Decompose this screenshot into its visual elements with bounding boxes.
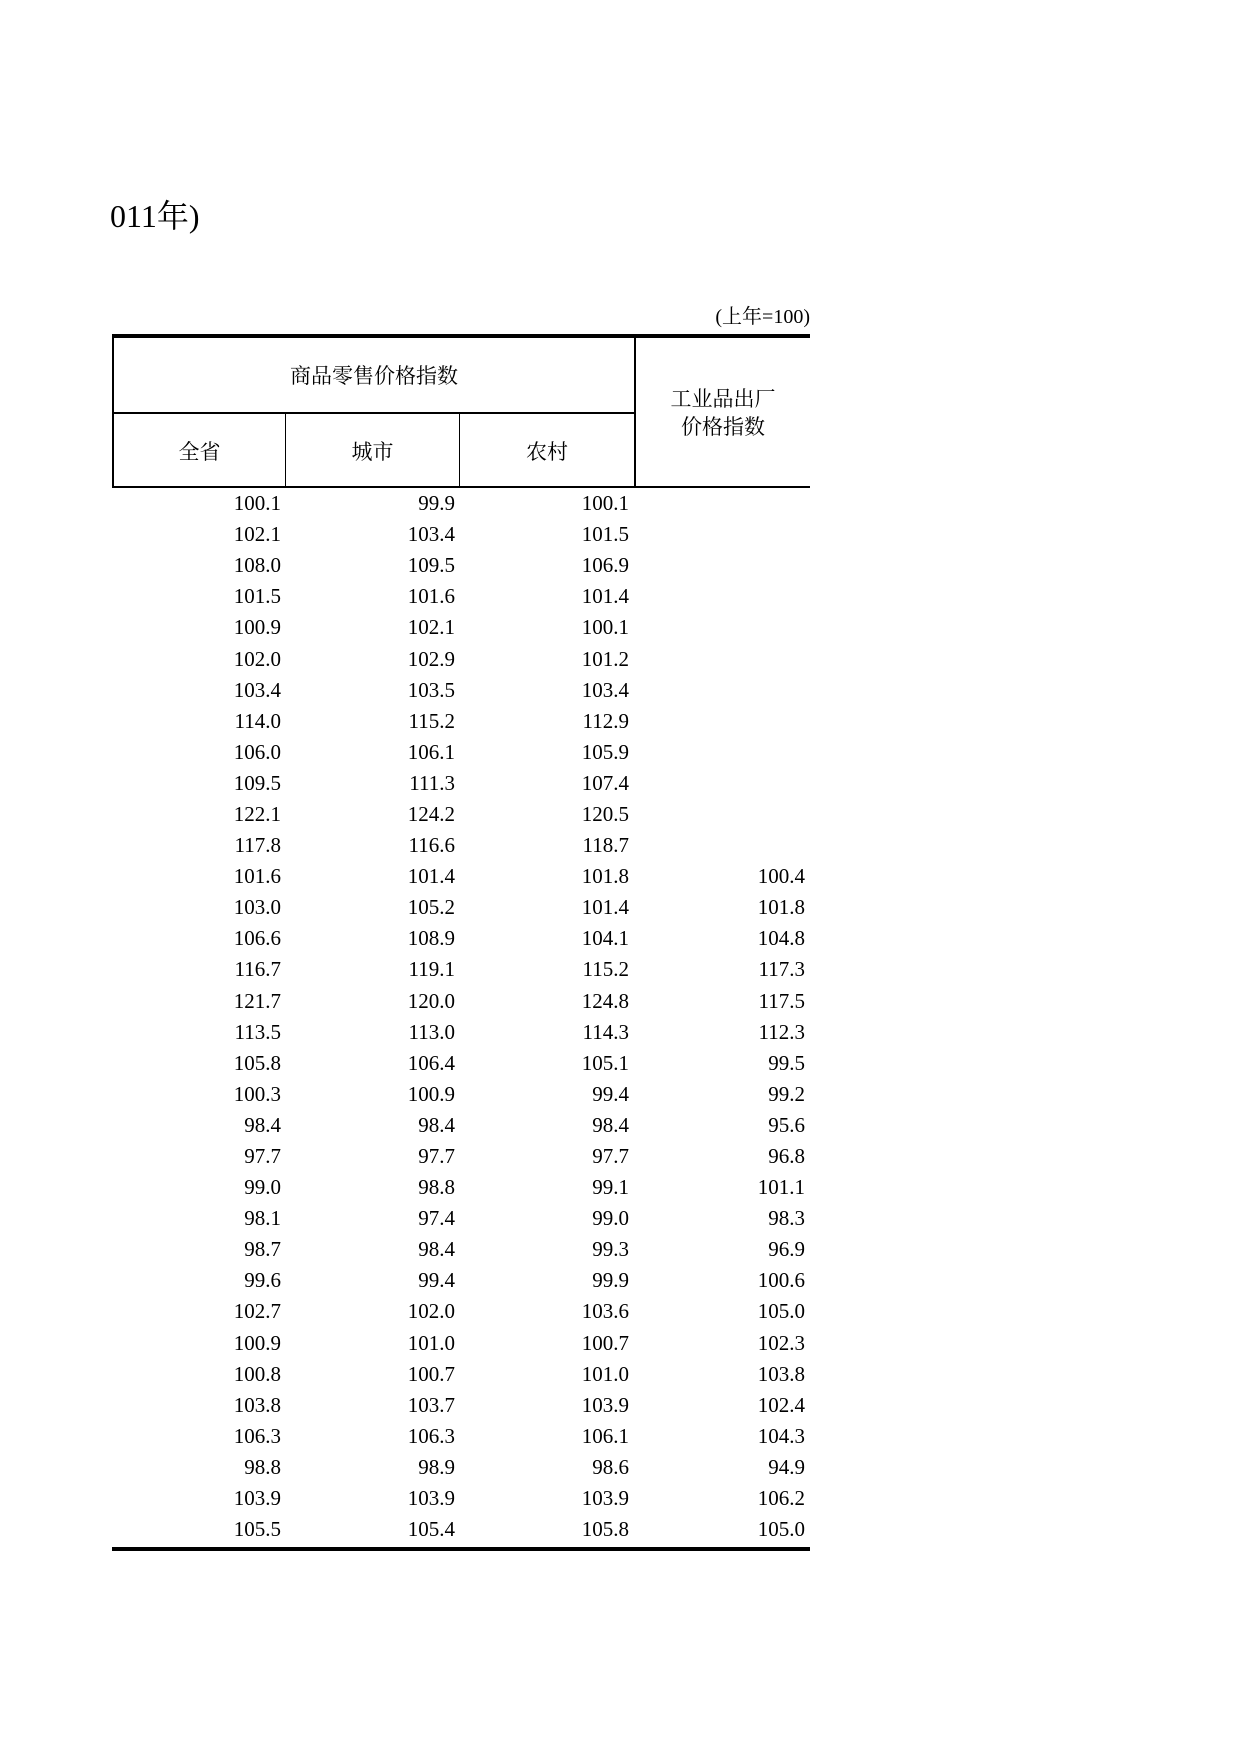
header-province: 全省	[112, 414, 286, 488]
cell-city: 102.9	[407, 646, 455, 671]
cell-city: 103.7	[407, 1392, 455, 1417]
table-row	[112, 954, 810, 985]
cell-province: 102.1	[233, 522, 281, 547]
cell-rural: 103.9	[581, 1392, 629, 1417]
cell-industrial: 106.2	[757, 1486, 805, 1511]
cell-city: 106.3	[407, 1423, 455, 1448]
table-row	[112, 1359, 810, 1390]
cell-rural: 101.4	[581, 584, 629, 609]
cell-city: 97.4	[418, 1206, 455, 1231]
table-row	[112, 612, 810, 643]
cell-city: 99.9	[418, 491, 455, 516]
table-row	[112, 923, 810, 954]
cell-province: 113.5	[234, 1019, 281, 1044]
cell-rural: 112.9	[582, 708, 629, 733]
cell-city: 111.3	[409, 770, 455, 795]
cell-province: 109.5	[233, 770, 281, 795]
cell-city: 98.4	[418, 1112, 455, 1137]
cell-province: 106.3	[233, 1423, 281, 1448]
table-row	[112, 643, 810, 674]
cell-province: 98.4	[244, 1112, 281, 1137]
cell-province: 98.8	[244, 1454, 281, 1479]
cell-city: 97.7	[418, 1144, 455, 1169]
page-title: 011年)	[110, 198, 200, 234]
cell-province: 100.1	[233, 491, 281, 516]
table-row	[112, 706, 810, 737]
cell-city: 105.4	[407, 1517, 455, 1542]
cell-rural: 100.1	[581, 491, 629, 516]
cell-province: 106.0	[233, 739, 281, 764]
table-header	[112, 334, 810, 488]
cell-rural: 101.0	[581, 1361, 629, 1386]
header-right-line2: 价格指数	[681, 415, 765, 439]
cell-rural: 98.6	[592, 1454, 629, 1479]
cell-industrial: 104.8	[757, 926, 805, 951]
table-row	[112, 550, 810, 581]
table-row	[112, 488, 810, 519]
cell-rural: 98.4	[592, 1112, 629, 1137]
cell-city: 115.2	[408, 708, 455, 733]
cell-industrial: 102.3	[757, 1330, 805, 1355]
cell-province: 100.9	[233, 615, 281, 640]
header-group-retail-price-index: 商品零售价格指数	[112, 338, 636, 414]
cell-industrial: 105.0	[757, 1517, 805, 1542]
cell-city: 98.8	[418, 1175, 455, 1200]
cell-industrial: 94.9	[768, 1454, 805, 1479]
header-industrial-producer-price-index	[636, 338, 810, 488]
table-row	[112, 581, 810, 612]
cell-province: 116.7	[234, 957, 281, 982]
cell-industrial: 99.2	[768, 1081, 805, 1106]
cell-city: 106.4	[407, 1050, 455, 1075]
cell-industrial: 105.0	[757, 1299, 805, 1324]
table-row	[112, 1328, 810, 1359]
cell-province: 103.8	[233, 1392, 281, 1417]
cell-rural: 101.5	[581, 522, 629, 547]
cell-rural: 99.1	[592, 1175, 629, 1200]
cell-industrial: 117.5	[758, 988, 805, 1013]
table-row	[112, 1265, 810, 1296]
cell-province: 103.9	[233, 1486, 281, 1511]
table-row	[112, 1514, 810, 1545]
cell-province: 100.3	[233, 1081, 281, 1106]
table-row	[112, 1079, 810, 1110]
cell-rural: 99.0	[592, 1206, 629, 1231]
cell-city: 106.1	[407, 739, 455, 764]
cell-province: 100.8	[233, 1361, 281, 1386]
cell-city: 100.9	[407, 1081, 455, 1106]
cell-city: 103.9	[407, 1486, 455, 1511]
cell-province: 102.0	[233, 646, 281, 671]
cell-city: 116.6	[408, 833, 455, 858]
cell-industrial: 99.5	[768, 1050, 805, 1075]
cell-rural: 124.8	[581, 988, 629, 1013]
cell-province: 105.8	[233, 1050, 281, 1075]
cell-industrial: 112.3	[758, 1019, 805, 1044]
cell-industrial: 117.3	[758, 957, 805, 982]
cell-rural: 106.1	[581, 1423, 629, 1448]
cell-province: 100.9	[233, 1330, 281, 1355]
cell-industrial: 101.8	[757, 895, 805, 920]
cell-rural: 99.4	[592, 1081, 629, 1106]
cell-rural: 99.9	[592, 1268, 629, 1293]
cell-city: 101.0	[407, 1330, 455, 1355]
cell-industrial: 100.4	[757, 864, 805, 889]
table-row	[112, 1452, 810, 1483]
cell-province: 121.7	[233, 988, 281, 1013]
cell-city: 98.9	[418, 1454, 455, 1479]
cell-rural: 99.3	[592, 1237, 629, 1262]
cell-city: 119.1	[408, 957, 455, 982]
cell-city: 109.5	[407, 553, 455, 578]
cell-rural: 120.5	[581, 801, 629, 826]
table-row	[112, 1017, 810, 1048]
cell-rural: 118.7	[582, 833, 629, 858]
table-row	[112, 1483, 810, 1514]
cell-industrial: 103.8	[757, 1361, 805, 1386]
cell-province: 98.1	[244, 1206, 281, 1231]
table-row	[112, 1421, 810, 1452]
cell-city: 108.9	[407, 926, 455, 951]
cell-rural: 107.4	[581, 770, 629, 795]
cell-rural: 105.8	[581, 1517, 629, 1542]
cell-province: 117.8	[234, 833, 281, 858]
cell-city: 120.0	[407, 988, 455, 1013]
table-row	[112, 1390, 810, 1421]
cell-rural: 101.4	[581, 895, 629, 920]
cell-city: 98.4	[418, 1237, 455, 1262]
cell-city: 113.0	[408, 1019, 455, 1044]
cell-rural: 101.2	[581, 646, 629, 671]
cell-rural: 104.1	[581, 926, 629, 951]
cell-city: 102.0	[407, 1299, 455, 1324]
cell-province: 122.1	[233, 801, 281, 826]
cell-province: 114.0	[234, 708, 281, 733]
cell-city: 103.4	[407, 522, 455, 547]
table-row	[112, 799, 810, 830]
table-row	[112, 892, 810, 923]
cell-rural: 114.3	[582, 1019, 629, 1044]
cell-city: 105.2	[407, 895, 455, 920]
table-row	[112, 675, 810, 706]
table-row	[112, 519, 810, 550]
cell-rural: 105.1	[581, 1050, 629, 1075]
header-city: 城市	[286, 414, 460, 488]
cell-city: 101.4	[407, 864, 455, 889]
cell-province: 99.6	[244, 1268, 281, 1293]
cell-province: 103.4	[233, 677, 281, 702]
cell-city: 101.6	[407, 584, 455, 609]
cell-province: 108.0	[233, 553, 281, 578]
cell-rural: 103.6	[581, 1299, 629, 1324]
cell-province: 99.0	[244, 1175, 281, 1200]
cell-industrial: 98.3	[768, 1206, 805, 1231]
table-row	[112, 1048, 810, 1079]
cell-province: 103.0	[233, 895, 281, 920]
cell-industrial: 104.3	[757, 1423, 805, 1448]
price-index-table	[112, 334, 810, 1551]
cell-industrial: 95.6	[768, 1112, 805, 1137]
table-row	[112, 768, 810, 799]
table-row	[112, 1296, 810, 1327]
cell-province: 102.7	[233, 1299, 281, 1324]
cell-province: 98.7	[244, 1237, 281, 1262]
cell-province: 101.6	[233, 864, 281, 889]
table-row	[112, 861, 810, 892]
cell-rural: 105.9	[581, 739, 629, 764]
table-row	[112, 1234, 810, 1265]
cell-rural: 103.9	[581, 1486, 629, 1511]
header-rural: 农村	[460, 414, 636, 488]
cell-rural: 101.8	[581, 864, 629, 889]
table-row	[112, 1141, 810, 1172]
cell-city: 102.1	[407, 615, 455, 640]
table-row	[112, 1203, 810, 1234]
cell-city: 103.5	[407, 677, 455, 702]
cell-rural: 97.7	[592, 1144, 629, 1169]
cell-industrial: 102.4	[757, 1392, 805, 1417]
table-row	[112, 1110, 810, 1141]
cell-city: 100.7	[407, 1361, 455, 1386]
cell-rural: 100.1	[581, 615, 629, 640]
table-body	[112, 488, 810, 1551]
cell-rural: 100.7	[581, 1330, 629, 1355]
cell-city: 99.4	[418, 1268, 455, 1293]
table-row	[112, 737, 810, 768]
cell-industrial: 96.9	[768, 1237, 805, 1262]
cell-city: 124.2	[407, 801, 455, 826]
table-row	[112, 830, 810, 861]
cell-province: 106.6	[233, 926, 281, 951]
cell-province: 105.5	[233, 1517, 281, 1542]
cell-industrial: 101.1	[757, 1175, 805, 1200]
header-right-line1: 工业品出厂	[670, 387, 776, 411]
table-row	[112, 1172, 810, 1203]
cell-rural: 106.9	[581, 553, 629, 578]
cell-rural: 103.4	[581, 677, 629, 702]
cell-industrial: 100.6	[757, 1268, 805, 1293]
cell-industrial: 96.8	[768, 1144, 805, 1169]
table-row	[112, 986, 810, 1017]
cell-rural: 115.2	[582, 957, 629, 982]
unit-note: (上年=100)	[715, 306, 810, 328]
cell-province: 97.7	[244, 1144, 281, 1169]
cell-province: 101.5	[233, 584, 281, 609]
